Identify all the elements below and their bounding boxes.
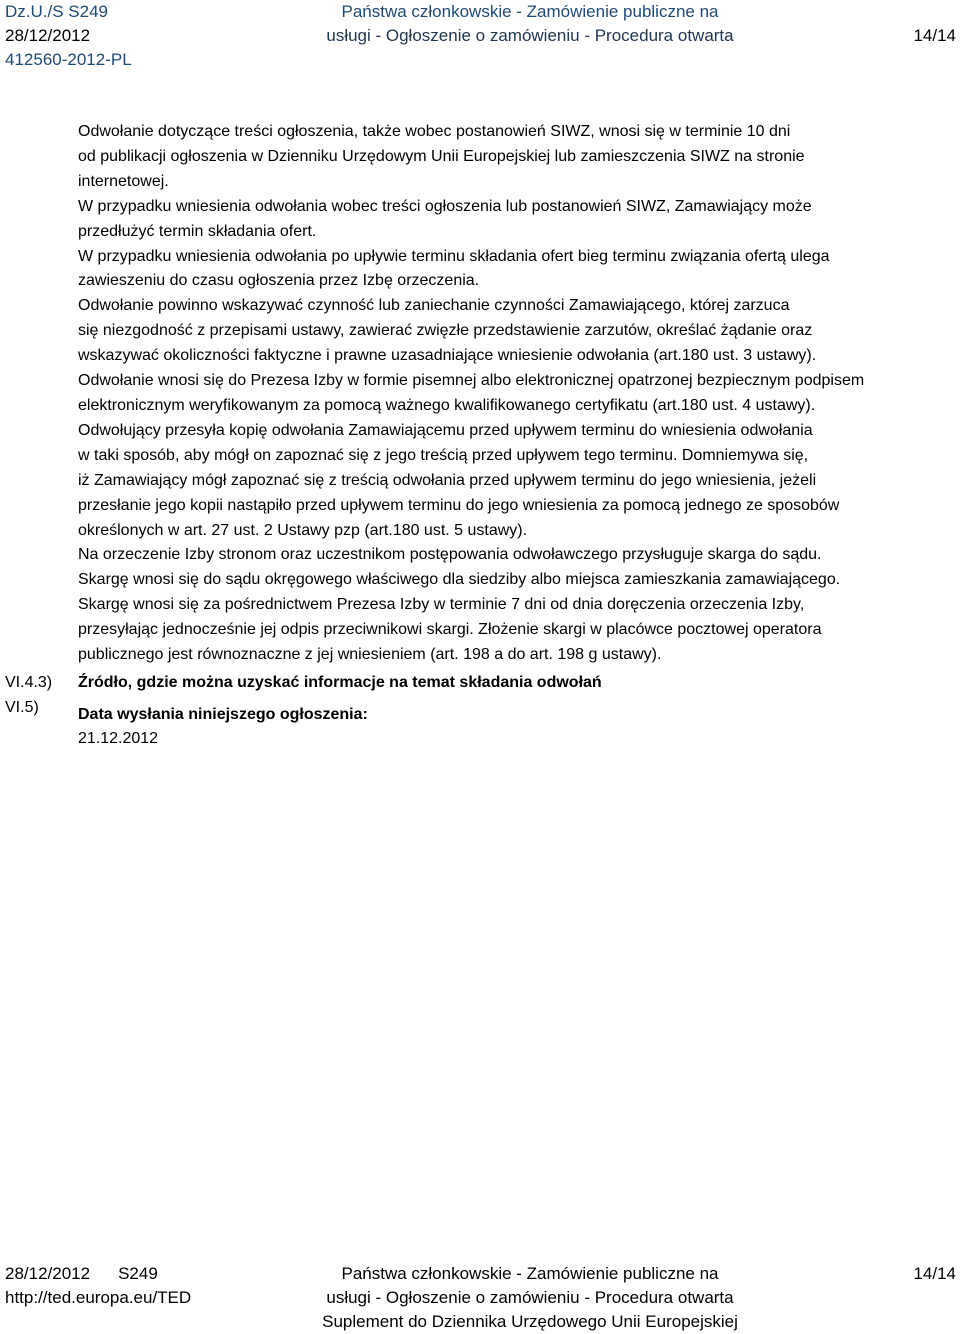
footer-title-line1: Państwa członkowskie - Zamówienie publiczne na — [341, 1264, 719, 1283]
header-title — [300, 0, 760, 48]
paragraph: Odwołujący przesyła kopię odwołania Zamawiającemu przed upływem terminu do wniesienia odwołania w taki sposób, aby mógł on zapoznać się z jego treścią przed upływem tego terminu. Domniemywa się, iż Zamawiający mógł zapoznać się z treścią odwołania przed upływem terminu do jego wniesienia, jeżeli przesłanie jego kopii nastąpiło przed upływem terminu do jego wniesienia za pomocą jednego ze sposobów określonych w art. 27 ust. 2 Ustawy pzp (art.180 ust. 5 ustawy). — [78, 421, 840, 539]
header-title-line2: usługi - Ogłoszenie o zamówieniu - Procedura otwarta — [326, 26, 734, 45]
header-page-number: 14/14 — [913, 26, 956, 45]
footer-page-number: 14/14 — [913, 1264, 956, 1283]
header-doc-id: Dz.U./S S249 — [5, 2, 108, 21]
section-title-appeal-info-source: Źródło, gdzie można uzyskać informacje na temat składania odwołań — [78, 674, 602, 691]
paragraph: Odwołanie dotyczące treści ogłoszenia, także wobec postanowień SIWZ, wnosi się w terminie 10 dni od publikacji ogłoszenia w Dzienniku Urzędowym Unii Europejskiej lub zamieszczenia SIWZ na stronie internetowej. — [78, 123, 805, 190]
footer-title-line3: Suplement do Dziennika Urzędowego Unii Europejskiej — [322, 1312, 738, 1331]
paragraph: Skargę wnosi się za pośrednictwem Prezesa Izby w terminie 7 dni od dnia doręczenia orzeczenia Izby, przesyłając jednocześnie jej odpis przeciwnikowi skargi. Złożenie skargi w placówce pocztowej operatora publicznego jest równoznaczne z jej wniesieniem (art. 198 a do art. 198 g ustawy). — [78, 596, 822, 664]
header-date: 28/12/2012 — [5, 26, 91, 45]
paragraph: Odwołanie wnosi się do Prezesa Izby w formie pisemnej albo elektronicznej opatrzonej bezpiecznym podpisem elektronicznym weryfikowanym za pomocą ważnego kwalifikowanego certyfikatu (art.180 ust. 4 ustawy). — [78, 372, 865, 414]
page-header — [0, 0, 960, 70]
footer-date-series — [5, 1262, 225, 1286]
paragraph: W przypadku wniesienia odwołania wobec treści ogłoszenia lub postanowień SIWZ, Zamawiający może przedłużyć termin składania ofert. — [78, 197, 812, 240]
header-id-block — [5, 0, 205, 72]
paragraph: Na orzeczenie Izby stronom oraz uczestnikom postępowania odwoławczego przysługuje skarga do sądu. — [78, 546, 822, 564]
paragraph: Odwołanie powinno wskazywać czynność lub zaniechanie czynności Zamawiającego, której zarzuca się niezgodność z przepisami ustawy, zawierać zwięzłe przedstawienie zarzutów, określać żądanie oraz wskazywać okoliczności faktyczne i prawne uzasadniające wniesienie odwołania (art.180 ust. 3 ustawy). — [78, 297, 817, 365]
paragraph: Skargę wnosi się do sądu okręgowego właściwego dla siedziby albo miejsca zamieszkania zamawiającego. — [78, 571, 841, 589]
section-number-vi-4-3: VI.4.3) — [5, 674, 53, 691]
footer-series: S249 — [118, 1264, 158, 1283]
footer-left-block — [5, 1262, 225, 1310]
paragraph: W przypadku wniesienia odwołania po upływie terminu składania ofert bieg terminu związania ofertą ulega zawieszeniu do czasu ogłoszenia przez Izbę orzeczenia. — [78, 247, 830, 290]
header-title-line1: Państwa członkowskie - Zamówienie publiczne na — [341, 2, 719, 21]
page-footer — [0, 1262, 960, 1334]
header-notice-number: 412560-2012-PL — [5, 50, 132, 69]
footer-title — [300, 1262, 760, 1334]
section-title-dispatch-date: Data wysłania niniejszego ogłoszenia: — [78, 706, 368, 723]
footer-date: 28/12/2012 — [5, 1264, 91, 1283]
section-number-vi-5: VI.5) — [5, 699, 39, 716]
appeal-procedure-text — [78, 120, 954, 668]
footer-url-link[interactable]: http://ted.europa.eu/TED — [5, 1288, 192, 1307]
dispatch-date-value: 21.12.2012 — [78, 730, 159, 747]
footer-title-line2: usługi - Ogłoszenie o zamówieniu - Procedura otwarta — [326, 1288, 734, 1307]
